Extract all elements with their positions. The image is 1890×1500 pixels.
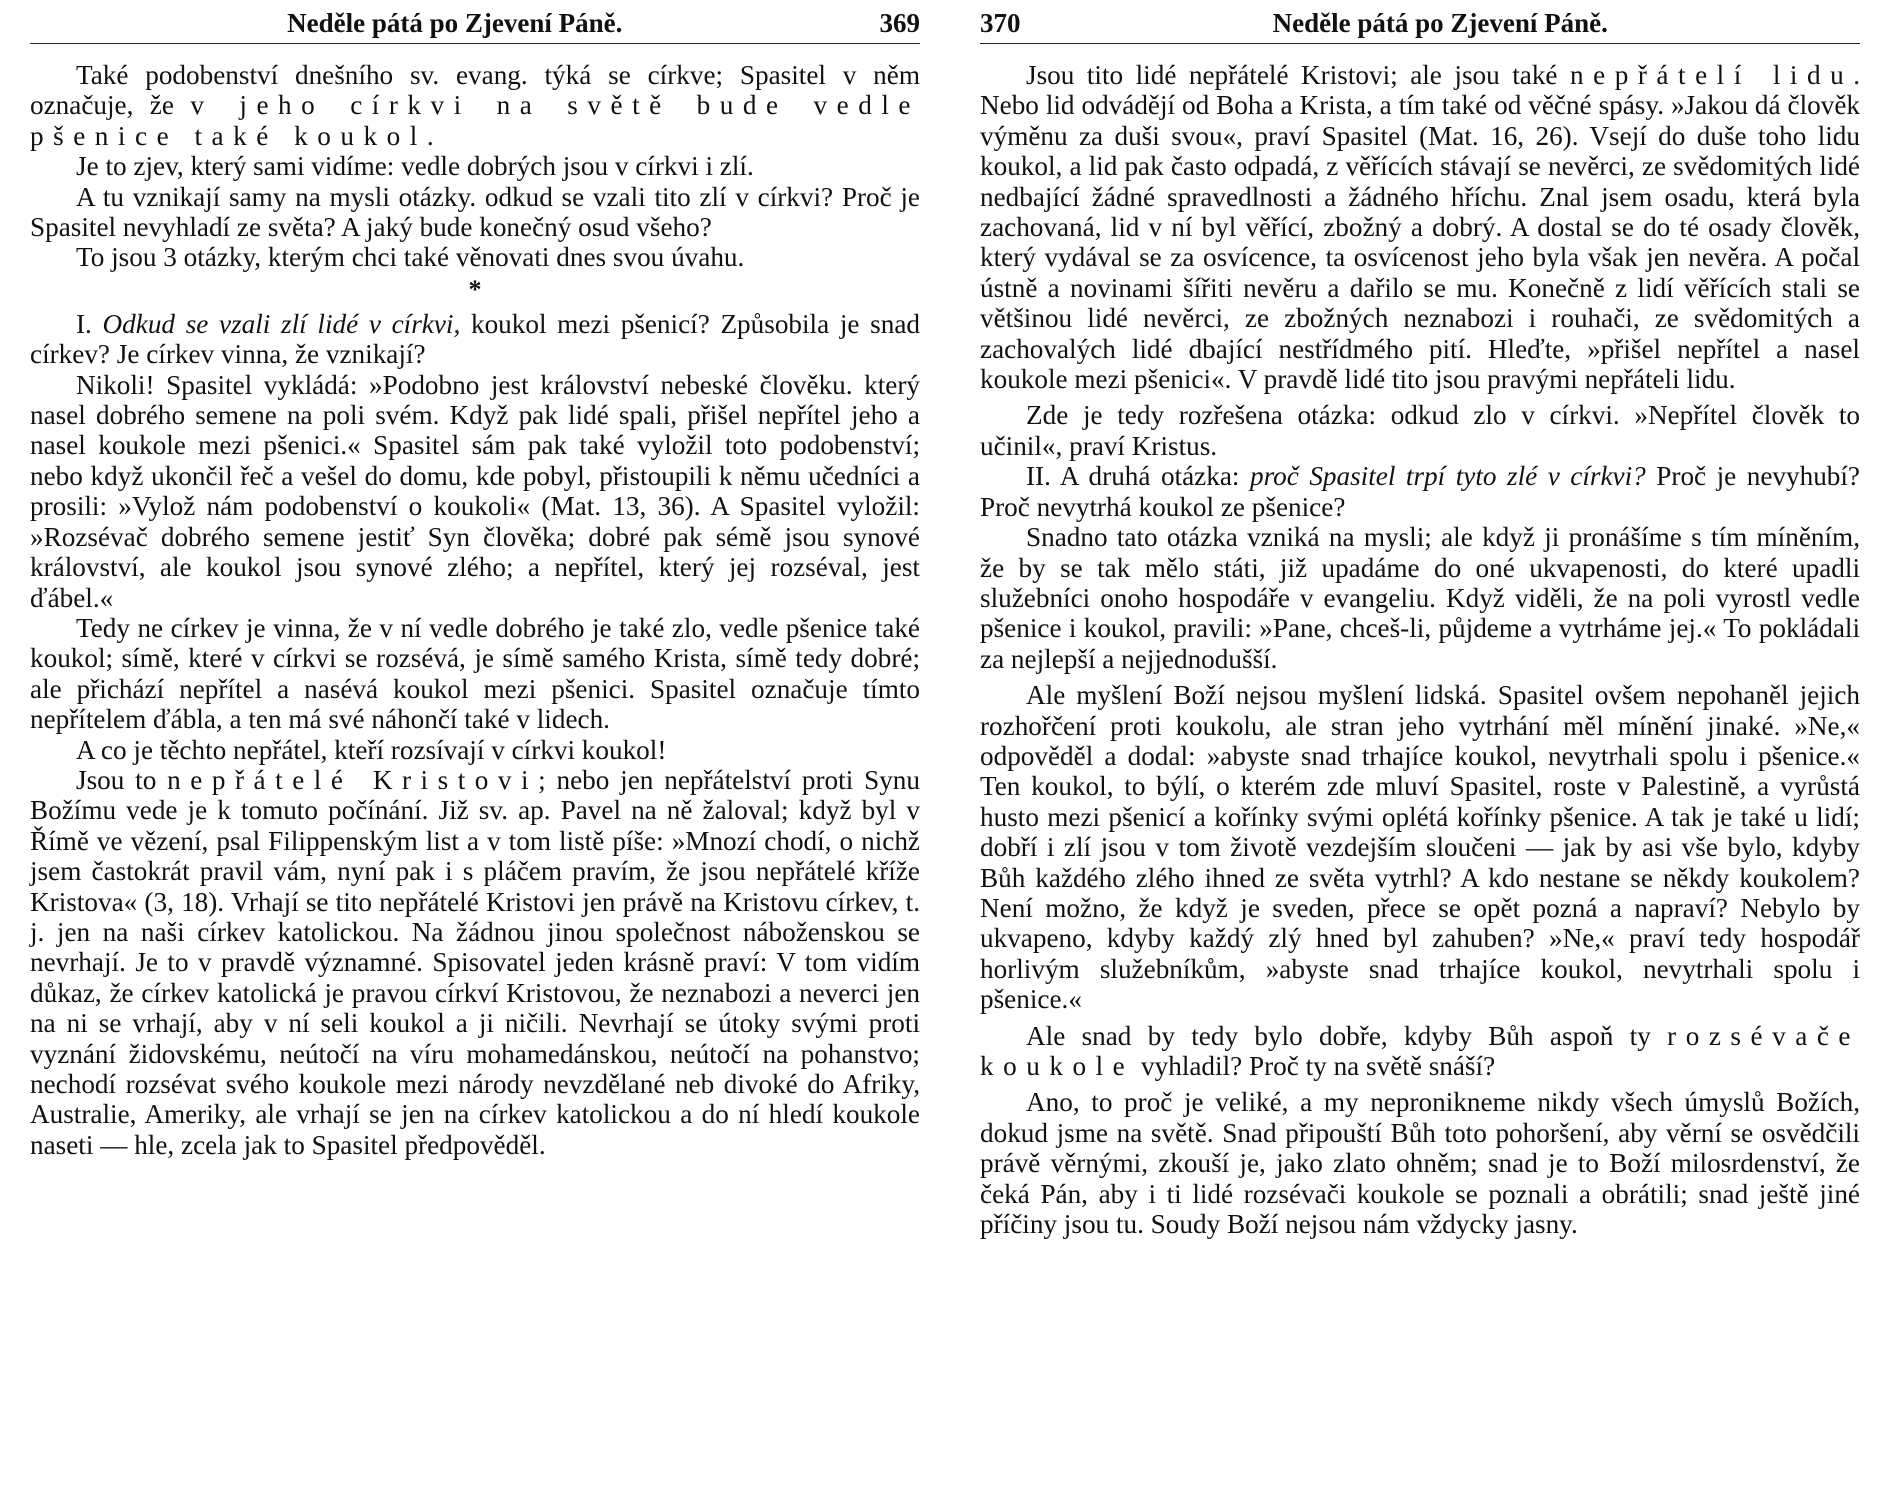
- text-run: Snadno tato otázka vzniká na mysli; ale když ji pronášíme s tím míněním, že by se tak mělo státi, již upadáme do oné ukvapenosti, do které upadli služebníci onoho hospodáře v evangeliu. Když viděli, že na poli vyrostl vedle pšenice i koukol, pravili: »Pane, chceš-li, půjdeme a vytrháme jej.« To pokládali za nejlepší a nejjednodušší.: [980, 522, 1860, 674]
- spaced-emphasis: nepřátelé Kristovi: [167, 764, 539, 795]
- left-page: [30, 0, 920, 1160]
- spaced-emphasis: nepřátelí lidu: [1570, 60, 1854, 90]
- text-run: Ale snad by tedy bylo dobře, kdyby Bůh aspoň ty: [1026, 1020, 1668, 1051]
- paragraph: [30, 735, 920, 765]
- page-header: [30, 0, 920, 44]
- right-body-text: [980, 60, 1860, 1239]
- running-title: Neděle pátá po Zjevení Páně.: [287, 8, 623, 38]
- text-run: ; nebo jen nepřátelství proti Synu Božímu vede je k tomuto počínání. Již sv. ap. Pavel na ně žaloval; když byl v Římě ve vězení, psal Filippenským list a v tom listě píše: »Mnozí chodí, o nichž jsem častokrát pravil vám, nyní pak i s pláčem pravím, že jsou nepřátelé kříže Kristova« (3, 18). Vrhají se tito nepřátelé Kristovi jen právě na Kristovu církev, t. j. jen na naši církev katolickou. Na žádnou jinou společnost náboženskou se nevrhají. Je to v pravdě významné. Spisovatel jeden krásně praví: V tom vidím důkaz, že církev katolická je pravou církví Kristovou, že neznabozi a neverci jen na ni se vrhají, aby v ní seli koukol a ji ničili. Nevrhají se útoky svými proti vyznání židovskému, neútočí na víru mohamedánskou, neútočí na pohanstvo; nechodí rozsévat svého koukole mezi národy nevzdělané neb divoké do Afriky, Australie, Ameriky, ale vrhají se jen na církev katolickou a do ní hledí koukole naseti — hle, zcela jak to Spasitel předpověděl.: [30, 764, 920, 1160]
- paragraph: [980, 680, 1860, 1014]
- paragraph: [980, 400, 1860, 461]
- paragraph: [30, 182, 920, 243]
- paragraph: [30, 370, 920, 613]
- text-run: Tedy ne církev je vinna, že v ní vedle dobrého je také zlo, vedle pšenice také koukol; símě, které v církvi se rozsévá, je símě samého Krista, símě tedy dobré; ale přichází nepřítel a nasévá koukol mezi pšenici. Spasitel označuje tímto nepřítelem ďábla, a ten má své náhončí také v lidech.: [30, 612, 920, 735]
- text-run: A tu vznikají samy na mysli otázky. odkud se vzali tito zlí v církvi? Proč je Spasitel nevyhladí ze světa? A jaký bude konečný osud všeho?: [30, 181, 920, 243]
- text-run: koukol mezi pšenicí? Způsobila je snad církev? Je církev vinna, že vznikají?: [30, 308, 920, 370]
- paragraph: [30, 309, 920, 370]
- running-title: Neděle pátá po Zjevení Páně.: [1272, 8, 1608, 38]
- text-run: Ale myšlení Boží nejsou myšlení lidská. Spasitel ovšem nepohaněl jejich rozhořčení proti koukolu, ale stran jeho vytrhání měl mínění jinaké. »Ne,« odpověděl a dodal: »abyste snad trhajíce koukol, nevytrhali spolu i pšenice.« Ten koukol, to býlí, o kterém zde mluví Spasitel, roste v Palestině, a vyrůstá husto mezi pšenicí a kořínky svými oplétá kořínky pšenice. A tak je také u lidí; dobří i zlí jsou v tom životě vezdejším sloučeni — jak by asi vše bylo, kdyby Bůh každého zlého ihned ze světa vytrhl? A kdo nestane se někdy koukolem? Není možno, že když je sveden, přece se opět pozná a napraví? Nebylo by ukvapeno, kdyby každý zlý hned byl zahuben? »Ne,« praví tedy hospodář horlivým služebníkům, »abyste snad trhajíce koukol, nevytrhali spolu i pšenice.«: [980, 680, 1860, 1015]
- spaced-emphasis: rozsévače koukole: [980, 1020, 1860, 1081]
- text-run: Jsou tito lidé nepřátelé Kristovi; ale jsou také: [1026, 60, 1571, 90]
- text-run: Proč je nevyhubí? Proč nevytrhá koukol ze pšenice?: [980, 461, 1861, 522]
- page-header: [980, 0, 1860, 44]
- paragraph: [980, 522, 1860, 674]
- text-run: I.: [76, 308, 103, 339]
- paragraph: [30, 613, 920, 735]
- paragraph: [30, 60, 920, 151]
- text-run: Také podobenství dnešního sv. evang. týká se církve; Spasitel v něm označuje, že: [30, 60, 920, 121]
- italic-phrase: proč Spasitel trpí tyto zlé v církvi?: [1249, 461, 1646, 492]
- text-run: Nikoli! Spasitel vykládá: »Podobno jest království nebeské člověku. který nasel dobrého semene na poli svém. Když pak lidé spali, přišel nepřítel jeho a nasel koukole mezi pšenici.« Spasitel sám pak také vyložil toto podobenství; nebo když ukončil řeč a vešel do domu, kde pobyl, přistoupili k němu učedníci a prosili: »Vylož nám podobenství o koukoli« (Mat. 13, 36). A Spasitel vyložil: »Rozsévač dobrého semene jestiť Syn člověka; dobré pak sémě jsou synové království, ale koukol jsou synové zlého; a nepřítel, který jej rozséval, jest ďábel.«: [30, 369, 920, 613]
- text-run: vyhladil? Proč ty na světě snáší?: [1134, 1051, 1496, 1081]
- paragraph: [30, 242, 920, 272]
- text-run: . Nebo lid odvádějí od Boha a Krista, a tím také od věčné spásy. »Jakou dá člověk výměnu za duši svou«, praví Spasitel (Mat. 16, 26). Vsejí do duše toho lidu koukol, a lid pak často odpadá, z věřících stávají se nevěrci, ze svědomitých lidé nedbající žádné spravedlnosti a žádného hříchu. Znal jsem osadu, která byla zachovaná, lid v ní byl věřící, zbožný a dobrý. A dostal se do té osady člověk, který vydával se za osvícence, ta osvícenost jeho byla však jen nevěra. A počal ústně a novinami šířiti nevěru a dařilo se mu. Konečně z lidí věřících stali se většinou lidé nevěrci, ze zbožných neznabozi i rouhači, ze svědomitých a zachovalých lidé dbající nestřídmého pití. Hleďte, »přišel nepřítel a nasel koukole mezi pšenici«. V pravdě lidé tito jsou pravými nepřáteli lidu.: [980, 60, 1860, 395]
- text-run: Jsou to: [76, 764, 168, 795]
- text-run: To jsou 3 otázky, kterým chci také věnovati dnes svou úvahu.: [76, 242, 745, 273]
- paragraph: [980, 60, 1860, 394]
- spaced-emphasis: v jeho církvi na světě bude vedle pšenice také koukol: [30, 90, 920, 151]
- left-body-text: [30, 60, 920, 1160]
- italic-phrase: Odkud se vzali zlí lidé v církvi,: [102, 308, 461, 339]
- text-run: .: [426, 120, 434, 151]
- paragraph: [980, 1087, 1860, 1239]
- paragraph: [30, 151, 920, 181]
- text-run: Zde je tedy rozřešena otázka: odkud zlo v církvi. »Nepřítel člověk to učinil«, praví Kristus.: [980, 400, 1860, 461]
- page-number: 369: [879, 8, 920, 38]
- page-number: 370: [980, 8, 1021, 38]
- paragraph: [980, 1021, 1860, 1082]
- section-separator: *: [468, 274, 482, 304]
- paragraph: [30, 765, 920, 1160]
- text-run: II. A druhá otázka:: [1026, 461, 1250, 492]
- right-page: [980, 0, 1860, 1239]
- paragraph: [980, 461, 1860, 522]
- text-run: Je to zjev, který sami vidíme: vedle dobrých jsou v církvi i zlí.: [76, 151, 754, 182]
- text-run: A co je těchto nepřátel, kteří rozsívají v církvi koukol!: [76, 734, 667, 765]
- text-run: Ano, to proč je veliké, a my nepronikneme nikdy všech úmyslů Božích, dokud jsme na světě. Snad připouští Bůh toto pohoršení, aby věrní se osvědčili právě věrnými, zkouší je, jako zlato ohněm; snad je to Boží milosrdenství, že čeká Pán, aby i ti lidé rozsévači koukole se poznali a obrátili; snad ještě jiné příčiny jsou tu. Soudy Boží nejsou nám vždycky jasny.: [980, 1087, 1860, 1240]
